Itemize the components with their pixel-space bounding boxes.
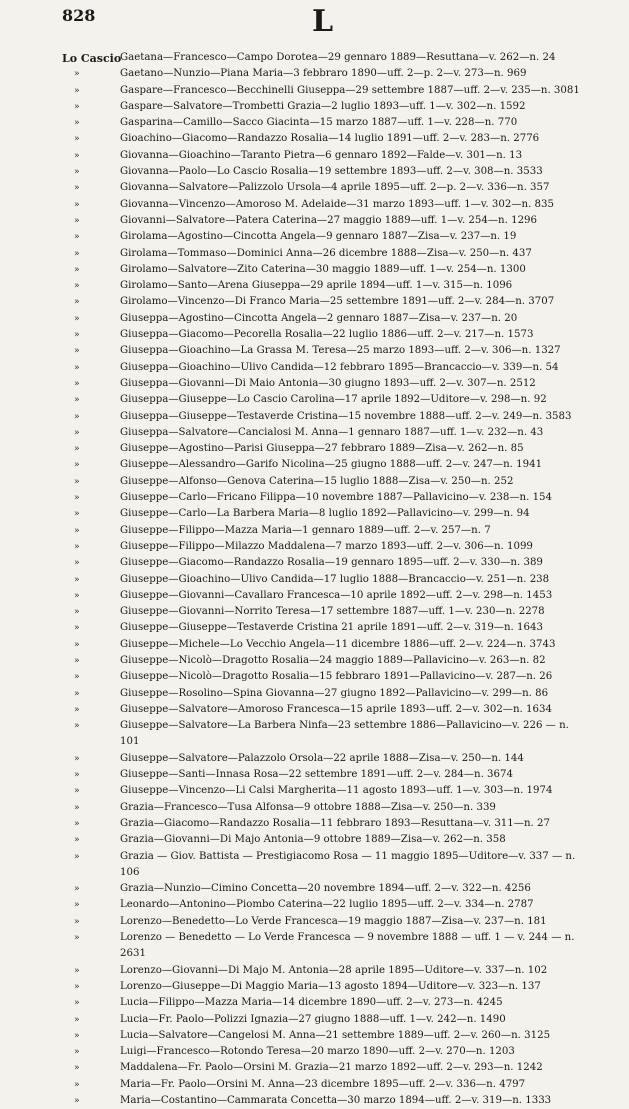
ditto-mark: » [74,541,80,552]
ditto-mark: » [74,85,80,96]
entry-text: Giuseppa—Agostino—Cincotta Angela—2 gennaro 1887—Zisa—v. 237—n. 20 [120,312,518,324]
entry-text: Lorenzo—Giuseppe—Di Maggio Maria—13 agosto 1894—Uditore—v. 323—n. 137 [120,980,541,992]
ditto-mark: » [74,884,80,895]
ditto-mark: » [74,411,80,422]
register-entry [0,1028,629,1044]
register-entry [0,539,629,555]
register-entry [0,490,629,506]
register-entry [0,197,629,213]
entry-text: Giuseppe—Carlo—Fricano Filippa—10 novembre 1887—Pallavicino—v. 238—n. 154 [120,492,553,504]
register-entry [0,311,629,327]
register-entry [0,963,629,979]
ditto-mark: » [74,248,80,259]
register-entry [0,425,629,441]
entry-text: Giuseppe—Salvatore—Palazzolo Orsola—22 aprile 1888—Zisa—v. 250—n. 144 [120,752,524,764]
register-entry [0,1012,629,1028]
register-entry [0,99,629,115]
entry-text: Lorenzo — Benedetto — Lo Verde Francesca — 9 novembre 1888 — uff. 1 — v. 244 — n. 2631 [120,932,575,960]
entry-text: Maria—Costantino—Cammarata Concetta—30 marzo 1894—uff. 2—v. 319—n. 1333 [120,1095,552,1106]
register-entry [0,376,629,392]
register-entry [0,897,629,913]
entry-text: Leonardo—Antonino—Piombo Caterina—22 luglio 1895—uff. 2—v. 334—n. 2787 [120,899,534,911]
entry-text: Gaspare—Salvatore—Trombetti Grazia—2 luglio 1893—uff. 1—v. 302—n. 1592 [120,100,526,112]
ditto-mark: » [74,460,80,471]
entry-text: Luigi—Francesco—Rotondo Teresa—20 marzo 1890—uff. 2—v. 270—n. 1203 [120,1046,515,1058]
entry-text: Girolama—Tommaso—Dominici Anna—26 dicembre 1888—Zisa—v. 250—n. 437 [120,247,532,259]
entry-text: Giuseppa—Gioachino—La Grassa M. Teresa—25 marzo 1893—uff. 2—v. 306—n. 1327 [120,345,561,357]
register-entry [0,572,629,588]
register-entry [0,816,629,832]
register-entry [0,148,629,164]
ditto-mark: » [74,933,80,944]
ditto-mark: » [74,753,80,764]
register-entry [0,278,629,294]
ditto-mark: » [74,688,80,699]
register-entry [0,164,629,180]
entry-text: Grazia—Nunzio—Cimino Concetta—20 novembre 1894—uff. 2—v. 322—n. 4256 [120,883,531,895]
register-entry [0,246,629,262]
ditto-mark: » [74,590,80,601]
page-number: 828 [62,6,96,25]
ditto-mark: » [74,118,80,129]
ditto-mark: » [74,655,80,666]
section-letter: L [312,4,334,39]
register-entry [0,506,629,522]
register-entry [0,131,629,147]
register-entry [0,930,629,963]
register-entry [0,1044,629,1060]
register-entry [0,800,629,816]
ditto-mark: » [74,1096,80,1106]
entry-text: Giovanna—Salvatore—Palizzolo Ursola—4 aprile 1895—uff. 2—p. 2—v. 336—n. 357 [120,182,550,194]
entry-text: Maddalena—Fr. Paolo—Orsini M. Grazia—21 marzo 1892—uff. 2—v. 293—n. 1242 [120,1062,543,1074]
register-entry [0,702,629,718]
ditto-mark: » [74,362,80,373]
ditto-mark: » [74,818,80,829]
register-entry [0,294,629,310]
register-entry [0,360,629,376]
entry-text: Giuseppe—Giovanni—Norrito Teresa—17 settembre 1887—uff. 1—v. 230—n. 2278 [120,606,545,618]
entry-text: Grazia — Giov. Battista — Prestigiacomo Rosa — 11 maggio 1895—Uditore—v. 337 — n. 106 [120,850,576,878]
entry-text: Giuseppe—Rosolino—Spina Giovanna—27 giugno 1892—Pallavicino—v. 299—n. 86 [120,687,549,699]
ditto-mark: » [74,998,80,1009]
ditto-mark: » [74,232,80,243]
register-entry [0,523,629,539]
ditto-mark: » [74,574,80,585]
entry-text: Giuseppe—Gioachino—Ulivo Candida—17 luglio 1888—Brancaccio—v. 251—n. 238 [120,573,550,585]
entry-text: Giovanna—Gioachino—Taranto Pietra—6 gennaro 1892—Falde—v. 301—n. 13 [120,149,523,161]
ditto-mark: » [74,134,80,145]
entry-text: Giuseppe—Filippo—Mazza Maria—1 gennaro 1889—uff. 2—v. 257—n. 7 [120,524,491,536]
ditto-mark: » [74,313,80,324]
entry-text: Girolama—Agostino—Cincotta Angela—9 gennaro 1887—Zisa—v. 237—n. 19 [120,231,517,243]
register-entry [0,262,629,278]
ditto-mark: » [74,1030,80,1041]
surname-heading: Lo Cascio [62,52,122,65]
ditto-mark: » [74,900,80,911]
entry-text: Giuseppa—Giovanni—Di Maio Antonia—30 giugno 1893—uff. 2—v. 307—n. 2512 [120,377,536,389]
ditto-mark: » [74,1014,80,1025]
ditto-mark: » [74,835,80,846]
register-entry [0,50,629,66]
entry-text: Giuseppe—Filippo—Milazzo Maddalena—7 marzo 1893—uff. 2—v. 306—n. 1099 [120,540,533,552]
register-entry [0,66,629,82]
entry-text: Giuseppa—Giacomo—Pecorella Rosalia—22 luglio 1886—uff. 2—v. 217—n. 1573 [120,329,534,341]
entry-text: Lucia—Filippo—Mazza Maria—14 dicembre 1890—uff. 2—v. 273—n. 4245 [120,997,503,1009]
ditto-mark: » [74,199,80,210]
entry-text: Giuseppe—Giuseppe—Testaverde Cristina 21 aprile 1891—uff. 2—v. 319—n. 1643 [120,622,543,634]
entry-text: Giuseppa—Gioachino—Ulivo Candida—12 febbraro 1895—Brancaccio—v. 339—n. 54 [120,361,559,373]
register-entry [0,457,629,473]
ditto-mark: » [74,378,80,389]
register-entry [0,881,629,897]
entry-text: Gasparina—Camillo—Sacco Giacinta—15 marzo 1887—uff. 1—v. 228—n. 770 [120,117,518,129]
register-entry [0,213,629,229]
register-entry [0,1077,629,1093]
ditto-mark: » [74,444,80,455]
ditto-mark: » [74,639,80,650]
register-entry [0,229,629,245]
ditto-mark: » [74,150,80,161]
register-entry [0,392,629,408]
ditto-mark: » [74,476,80,487]
register-entry [0,555,629,571]
ditto-mark: » [74,558,80,569]
ditto-mark: » [74,167,80,178]
ditto-mark: » [74,183,80,194]
entry-text: Girolamo—Salvatore—Zito Caterina—30 maggio 1889—uff. 1—v. 254—n. 1300 [120,263,526,275]
register-entry [0,849,629,882]
ditto-mark: » [74,493,80,504]
ditto-mark: » [74,264,80,275]
register-entry [0,343,629,359]
ditto-mark: » [74,101,80,112]
entry-text: Giuseppe—Nicolò—Dragotto Rosalia—24 maggio 1889—Pallavicino—v. 263—n. 82 [120,654,546,666]
ditto-mark: » [74,215,80,226]
ditto-mark: » [74,330,80,341]
ditto-mark: » [74,672,80,683]
ditto-mark: » [74,786,80,797]
ditto-mark: » [74,509,80,520]
ditto-mark: » [74,69,80,80]
ditto-mark: » [74,607,80,618]
entry-text: Giuseppe—Nicolò—Dragotto Rosalia—15 febbraro 1891—Pallavicino—v. 287—n. 26 [120,671,553,683]
entry-text: Gaetano—Nunzio—Piana Maria—3 febbraro 1890—uff. 2—p. 2—v. 273—n. 969 [120,68,527,80]
ditto-mark: » [74,851,80,862]
entry-text: Giovanni—Salvatore—Patera Caterina—27 maggio 1889—uff. 1—v. 254—n. 1296 [120,214,538,226]
register-entry [0,718,629,751]
register-entry [0,588,629,604]
register-entry [0,83,629,99]
entry-text: Gioachino—Giacomo—Randazzo Rosalia—14 luglio 1891—uff. 2—v. 283—n. 2776 [120,133,540,145]
entry-text: Giuseppa—Giuseppe—Testaverde Cristina—15 novembre 1888—uff. 2—v. 249—n. 3583 [120,410,572,422]
entry-text: Grazia—Giovanni—Di Majo Antonia—9 ottobre 1889—Zisa—v. 262—n. 358 [120,834,506,846]
entry-text: Lorenzo—Benedetto—Lo Verde Francesca—19 maggio 1887—Zisa—v. 237—n. 181 [120,915,547,927]
ditto-mark: » [74,623,80,634]
register-entry [0,653,629,669]
register-entry [0,686,629,702]
register-entry [0,604,629,620]
ditto-mark: » [74,965,80,976]
entry-text: Giuseppa—Giuseppe—Lo Cascio Carolina—17 aprile 1892—Uditore—v. 298—n. 92 [120,394,547,406]
entry-text: Giovanna—Vincenzo—Amoroso M. Adelaide—31 marzo 1893—uff. 1—v. 302—n. 835 [120,198,554,210]
entry-text: Girolamo—Vincenzo—Di Franco Maria—25 settembre 1891—uff. 2—v. 284—n. 3707 [120,296,555,308]
ditto-mark: » [74,427,80,438]
register-entry [0,783,629,799]
ditto-mark: » [74,395,80,406]
ditto-mark: » [74,916,80,927]
ditto-mark: » [74,297,80,308]
entry-text: Giovanna—Paolo—Lo Cascio Rosalia—19 settembre 1893—uff. 2—v. 308—n. 3533 [120,166,543,178]
entry-text: Giuseppa—Salvatore—Cancialosi M. Anna—1 gennaro 1887—uff. 1—v. 232—n. 43 [120,426,544,438]
register-entry [0,669,629,685]
register-entry [0,995,629,1011]
ditto-mark: » [74,346,80,357]
entry-text: Giuseppe—Agostino—Parisi Giuseppa—27 febbraro 1889—Zisa—v. 262—n. 85 [120,443,524,455]
register-entry [0,474,629,490]
entry-text: Giuseppe—Giacomo—Randazzo Rosalia—19 gennaro 1895—uff. 2—v. 330—n. 389 [120,557,543,569]
entry-text: Giuseppe—Vincenzo—Li Calsi Margherita—11 agosto 1893—uff. 1—v. 303—n. 1974 [120,785,553,797]
entry-text: Giuseppe—Salvatore—Amoroso Francesca—15 aprile 1893—uff. 2—v. 302—n. 1634 [120,703,552,715]
ditto-mark: » [74,281,80,292]
register-entry [0,832,629,848]
ditto-mark: » [74,1047,80,1058]
register-entry [0,1093,629,1109]
entry-text: Giuseppe—Giovanni—Cavallaro Francesca—10 aprile 1892—uff. 2—v. 298—n. 1453 [120,589,553,601]
ditto-mark: » [74,1079,80,1090]
register-entry [0,767,629,783]
ditto-mark: » [74,704,80,715]
register-entry [0,441,629,457]
register-entry [0,409,629,425]
entry-text: Lucia—Fr. Paolo—Polizzi Ignazia—27 giugno 1888—uff. 1—v. 242—n. 1490 [120,1013,506,1025]
register-entry [0,115,629,131]
ditto-mark: » [74,525,80,536]
entry-text: Giuseppe—Carlo—La Barbera Maria—8 luglio 1892—Pallavicino—v. 299—n. 94 [120,508,530,520]
ditto-mark: » [74,721,80,732]
entry-text: Gaspare—Francesco—Becchinelli Giuseppa—29 settembre 1887—uff. 2—v. 235—n. 3081 [120,84,580,96]
entry-list [0,50,629,1109]
entry-text: Lorenzo—Giovanni—Di Majo M. Antonia—28 aprile 1895—Uditore—v. 337—n. 102 [120,964,548,976]
entry-text: Grazia—Giacomo—Randazzo Rosalia—11 febbraro 1893—Resuttana—v. 311—n. 27 [120,817,550,829]
register-entry [0,620,629,636]
ditto-mark: » [74,802,80,813]
register-entry [0,327,629,343]
register-entry [0,637,629,653]
entry-text: Grazia—Francesco—Tusa Alfonsa—9 ottobre 1888—Zisa—v. 250—n. 339 [120,801,496,813]
register-entry [0,751,629,767]
ditto-mark: » [74,770,80,781]
entry-text: Giuseppe—Santi—Innasa Rosa—22 settembre 1891—uff. 2—v. 284—n. 3674 [120,769,513,781]
entry-text: Giuseppe—Alfonso—Genova Caterina—15 luglio 1888—Zisa—v. 250—n. 252 [120,475,514,487]
ditto-mark: » [74,1063,80,1074]
register-entry [0,180,629,196]
entry-text: Giuseppe—Michele—Lo Vecchio Angela—11 dicembre 1886—uff. 2—v. 224—n. 3743 [120,638,556,650]
entry-text: Lucia—Salvatore—Cangelosi M. Anna—21 settembre 1889—uff. 2—v. 260—n. 3125 [120,1029,551,1041]
register-entry [0,914,629,930]
entry-text: Girolamo—Santo—Arena Giuseppa—29 aprile 1894—uff. 1—v. 315—n. 1096 [120,280,513,292]
entry-text: Maria—Fr. Paolo—Orsini M. Anna—23 dicembre 1895—uff. 2—v. 336—n. 4797 [120,1078,526,1090]
register-entry [0,1060,629,1076]
register-entry [0,979,629,995]
entry-text: Gaetana—Francesco—Campo Dorotea—29 gennaro 1889—Resuttana—v. 262—n. 24 [120,52,556,63]
ditto-mark: » [74,981,80,992]
entry-text: Giuseppe—Salvatore—La Barbera Ninfa—23 settembre 1886—Pallavicino—v. 226 — n. 101 [120,720,569,748]
entry-text: Giuseppe—Alessandro—Garifo Nicolina—25 giugno 1888—uff. 2—v. 247—n. 1941 [120,459,543,471]
